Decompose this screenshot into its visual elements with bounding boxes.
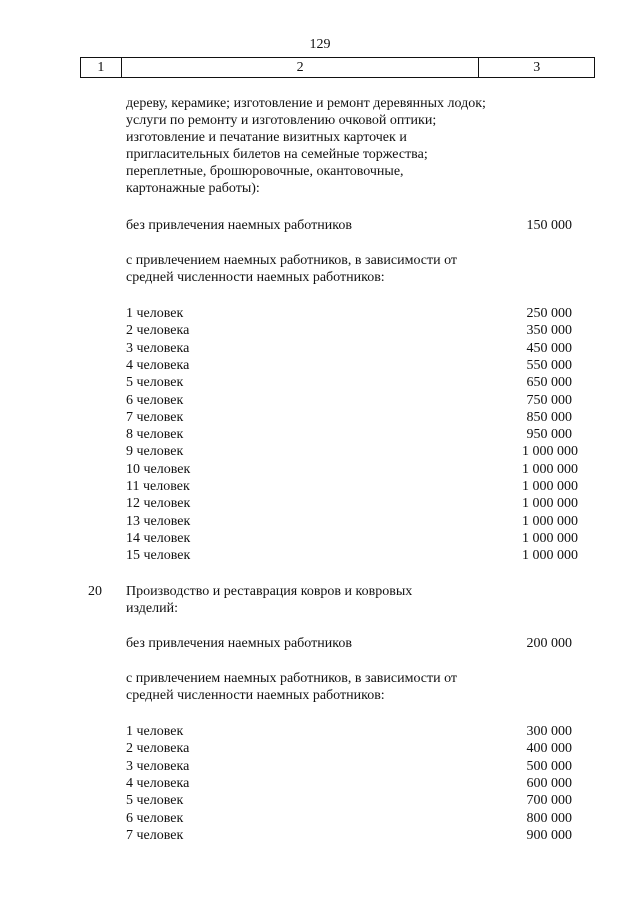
row-label: 7 человек <box>126 409 184 425</box>
row-amount: 550 000 <box>526 357 572 373</box>
table-row <box>126 461 578 478</box>
row-label: 9 человек <box>126 444 184 460</box>
table-row <box>126 305 578 322</box>
column-header-1: 1 <box>81 58 122 78</box>
row-amount: 1 000 000 <box>522 444 578 460</box>
row-label: 11 человек <box>126 479 190 494</box>
section2-number: 20 <box>88 584 102 599</box>
table-row <box>126 775 578 792</box>
table-row <box>126 530 578 547</box>
section1-without-label: без привлечения наемных работников <box>126 218 352 233</box>
row-amount: 300 000 <box>526 724 572 739</box>
row-label: 6 человек <box>126 392 184 408</box>
section1-with-employees-text: с привлечением наемных работников, в зависимости от средней численности наемных работников: <box>126 253 458 285</box>
row-amount: 950 000 <box>526 427 572 443</box>
row-label: 2 человека <box>126 323 190 339</box>
table-row <box>126 409 578 426</box>
row-amount: 800 000 <box>526 810 572 826</box>
row-amount: 1 000 000 <box>522 461 578 477</box>
row-amount: 700 000 <box>526 793 572 809</box>
table-row <box>126 513 578 530</box>
table-row <box>126 792 578 809</box>
page-number: 129 <box>309 37 331 52</box>
row-amount: 1 000 000 <box>522 548 578 564</box>
row-label: 3 человека <box>126 758 190 774</box>
row-label: 7 человек <box>126 827 184 843</box>
table-row <box>126 478 578 495</box>
table-row <box>126 495 578 512</box>
row-label: 2 человека <box>126 741 190 757</box>
row-label: 14 человек <box>126 530 191 546</box>
row-amount: 400 000 <box>526 741 572 757</box>
table-row <box>126 443 578 460</box>
table-row <box>126 340 578 357</box>
table-row <box>126 392 578 409</box>
table-row <box>126 723 578 740</box>
row-amount: 1 000 000 <box>522 513 578 529</box>
row-amount: 500 000 <box>526 758 572 774</box>
row-amount: 650 000 <box>526 375 572 391</box>
table-row <box>126 547 578 564</box>
table-row <box>126 740 578 757</box>
row-amount: 1 000 000 <box>522 496 578 512</box>
row-amount: 350 000 <box>526 323 572 339</box>
column-header-3: 3 <box>479 58 595 78</box>
row-label: 5 человек <box>126 375 184 391</box>
row-label: 8 человек <box>126 427 184 443</box>
section1-without-employees <box>126 217 578 234</box>
section2-without-label: без привлечения наемных работников <box>126 636 352 651</box>
row-label: 4 человека <box>126 775 190 791</box>
section2-without-amount: 200 000 <box>526 636 572 651</box>
section2-title: Производство и реставрация ковров и ковровых изделий: <box>126 584 413 616</box>
row-amount: 1 000 000 <box>522 530 578 546</box>
section2-without-employees <box>126 635 578 652</box>
table-row <box>126 758 578 775</box>
row-amount: 850 000 <box>526 409 572 425</box>
row-amount: 600 000 <box>526 775 572 791</box>
row-amount: 450 000 <box>526 340 572 356</box>
row-amount: 1 000 000 <box>522 479 578 494</box>
row-label: 6 человек <box>126 810 184 826</box>
row-label: 15 человек <box>126 548 191 564</box>
row-amount: 900 000 <box>526 827 572 843</box>
row-label: 10 человек <box>126 461 191 477</box>
table-row <box>126 810 578 827</box>
row-amount: 250 000 <box>526 306 572 321</box>
row-label: 4 человека <box>126 357 190 373</box>
table-row <box>126 357 578 374</box>
row-label: 5 человек <box>126 793 184 809</box>
continuation-text: дереву, керамике; изготовление и ремонт деревянных лодок; услуги по ремонту и изготовлению очковой оптики; изготовление и печатание визитных карточек и пригласительных билетов на семейные торжества; переплетные, брошюровочные, окантовочные, картонажные работы): <box>126 96 486 196</box>
row-label: 12 человек <box>126 496 191 512</box>
table-row <box>126 322 578 339</box>
row-label: 1 человек <box>126 724 184 739</box>
column-header-table <box>80 57 595 78</box>
row-label: 13 человек <box>126 513 191 529</box>
column-header-2: 2 <box>121 58 479 78</box>
row-amount: 750 000 <box>526 392 572 408</box>
section1-without-amount: 150 000 <box>526 218 572 233</box>
row-label: 1 человек <box>126 306 184 321</box>
table-row <box>126 374 578 391</box>
table-row <box>126 426 578 443</box>
row-label: 3 человека <box>126 340 190 356</box>
section2-with-employees-text: с привлечением наемных работников, в зависимости от средней численности наемных работников: <box>126 671 458 703</box>
table-row <box>126 827 578 844</box>
